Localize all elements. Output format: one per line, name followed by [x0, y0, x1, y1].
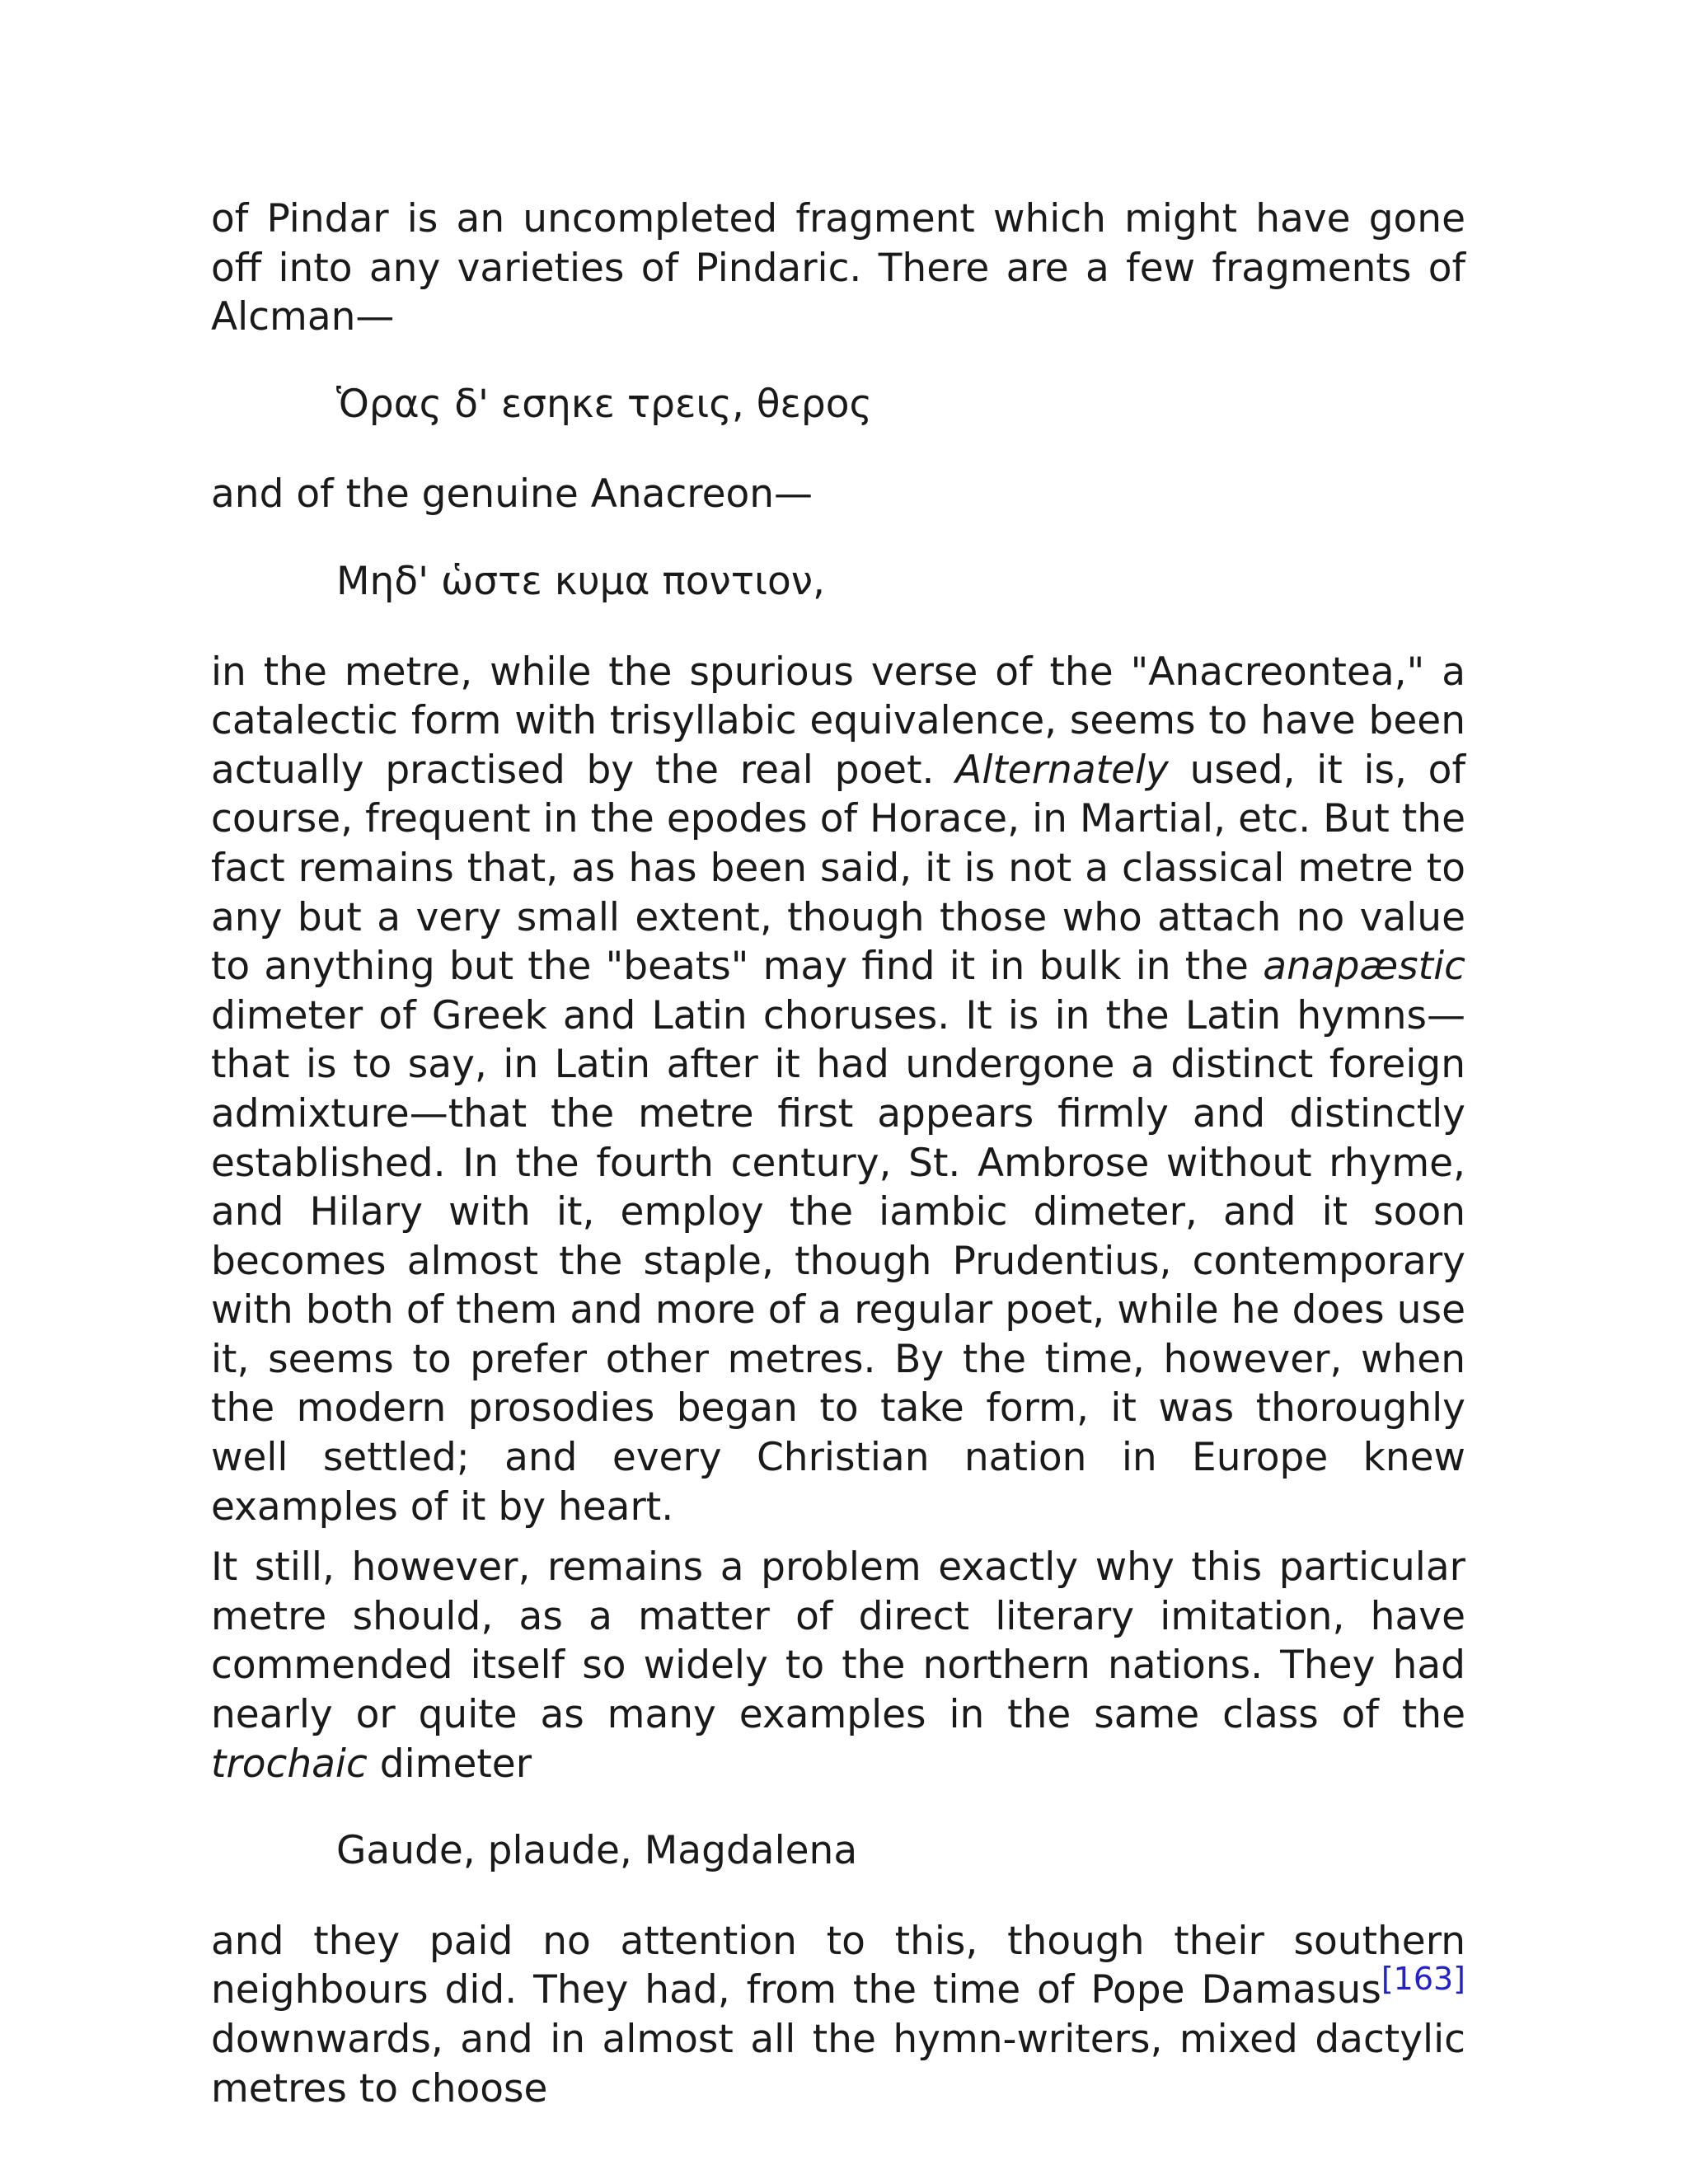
- italic-trochaic: trochaic: [211, 1741, 368, 1787]
- verse-alcman: Ὁρας δ' εσηκε τρεις, θερος: [336, 381, 873, 427]
- page-body: [211, 194, 1465, 2113]
- paragraph-damasus: [211, 1917, 1465, 2113]
- paragraph-pindar: of Pindar is an uncompleted fragment which might have gone off into any varieties of Pindaric. There are a few fragments of Alcman—: [211, 196, 1465, 340]
- paragraph-metre: [211, 648, 1465, 1532]
- text-segment: dimeter: [367, 1741, 532, 1787]
- paragraph-anacreon: and of the genuine Anacreon—: [211, 471, 814, 518]
- italic-alternately: Alternately: [955, 747, 1169, 793]
- paragraph-problem: [211, 1543, 1465, 1788]
- text-segment: used, it is, of course, frequent in the epodes of Horace, in Martial, etc. But the fact remains that, as has been said, it is not a classical metre to any but a very small extent, though those who attach no value to anything but the "beats" may find it in bulk in the: [211, 747, 1465, 990]
- text-segment: dimeter of Greek and Latin choruses. It is in the Latin hymns—that is to say, in Latin after it had undergone a distinct foreign admixture—that the metre first appears firmly and distinctly established. In the fourth century, St. Ambrose without rhyme, and Hilary with it, employ the iambic dimeter, and it soon becomes almost the staple, though Prudentius, contemporary with both of them and more of a regular poet, while he does use it, seems to prefer other metres. By the time, however, when the modern prosodies began to take form, it was thoroughly well settled; and every Christian nation in Europe knew examples of it by heart.: [211, 992, 1465, 1530]
- text-segment: and they paid no attention to this, though their southern neighbours did. They had, from the time of Pope Damasus: [211, 1918, 1465, 2013]
- verse-anacreon: Μηδ' ὡστε κυμα ποντιον,: [336, 558, 825, 604]
- text-segment: in the metre, while the spurious verse of the "Anacreontea," a catalectic form with trisyllabic equivalence, seems to have been actually practised by the real poet.: [211, 649, 1465, 793]
- verse-magdalena: Gaude, plaude, Magdalena: [336, 1828, 858, 1874]
- footnote-link-163[interactable]: [163]: [1381, 1961, 1465, 1998]
- text-segment: downwards, and in almost all the hymn-writers, mixed dactylic metres to choose: [211, 2017, 1465, 2111]
- text-segment: It still, however, remains a problem exactly why this particular metre should, as a matter of direct literary imitation, have commended itself so widely to the northern nations. They had nearly or quite as many examples in the same class of the: [211, 1544, 1465, 1738]
- italic-anapaestic: anapæstic: [1263, 944, 1465, 990]
